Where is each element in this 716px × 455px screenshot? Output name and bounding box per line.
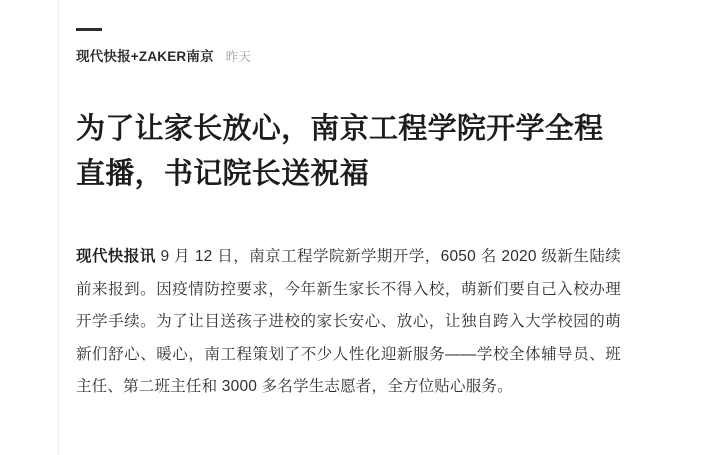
byline: [76, 49, 656, 65]
article-timestamp: 昨天: [225, 50, 252, 64]
article-source: 现代快报+ZAKER南京: [76, 49, 214, 64]
article-content: [76, 0, 656, 404]
article-lead-label: 现代快报讯: [76, 248, 156, 266]
top-divider-dash: [76, 28, 102, 31]
article-body-text: 9 月 12 日，南京工程学院新学期开学，6050 名 2020 级新生陆续前来报到。因疫情防控要求，今年新生家长不得入校，萌新们要自己入校办理开学手续。为了让目送孩子进校的家长安心、放心，让独自跨入大学校园的萌新们舒心、暖心，南工程策划了不少人性化迎新服务——学校全体辅导员、班主任、第二班主任和 3000 多名学生志愿者，全方位贴心服务。: [76, 248, 621, 396]
article-body: [76, 241, 621, 404]
left-margin-rule: [0, 0, 59, 455]
article-headline: 为了让家长放心，南京工程学院开学全程直播，书记院长送祝福: [76, 113, 604, 191]
